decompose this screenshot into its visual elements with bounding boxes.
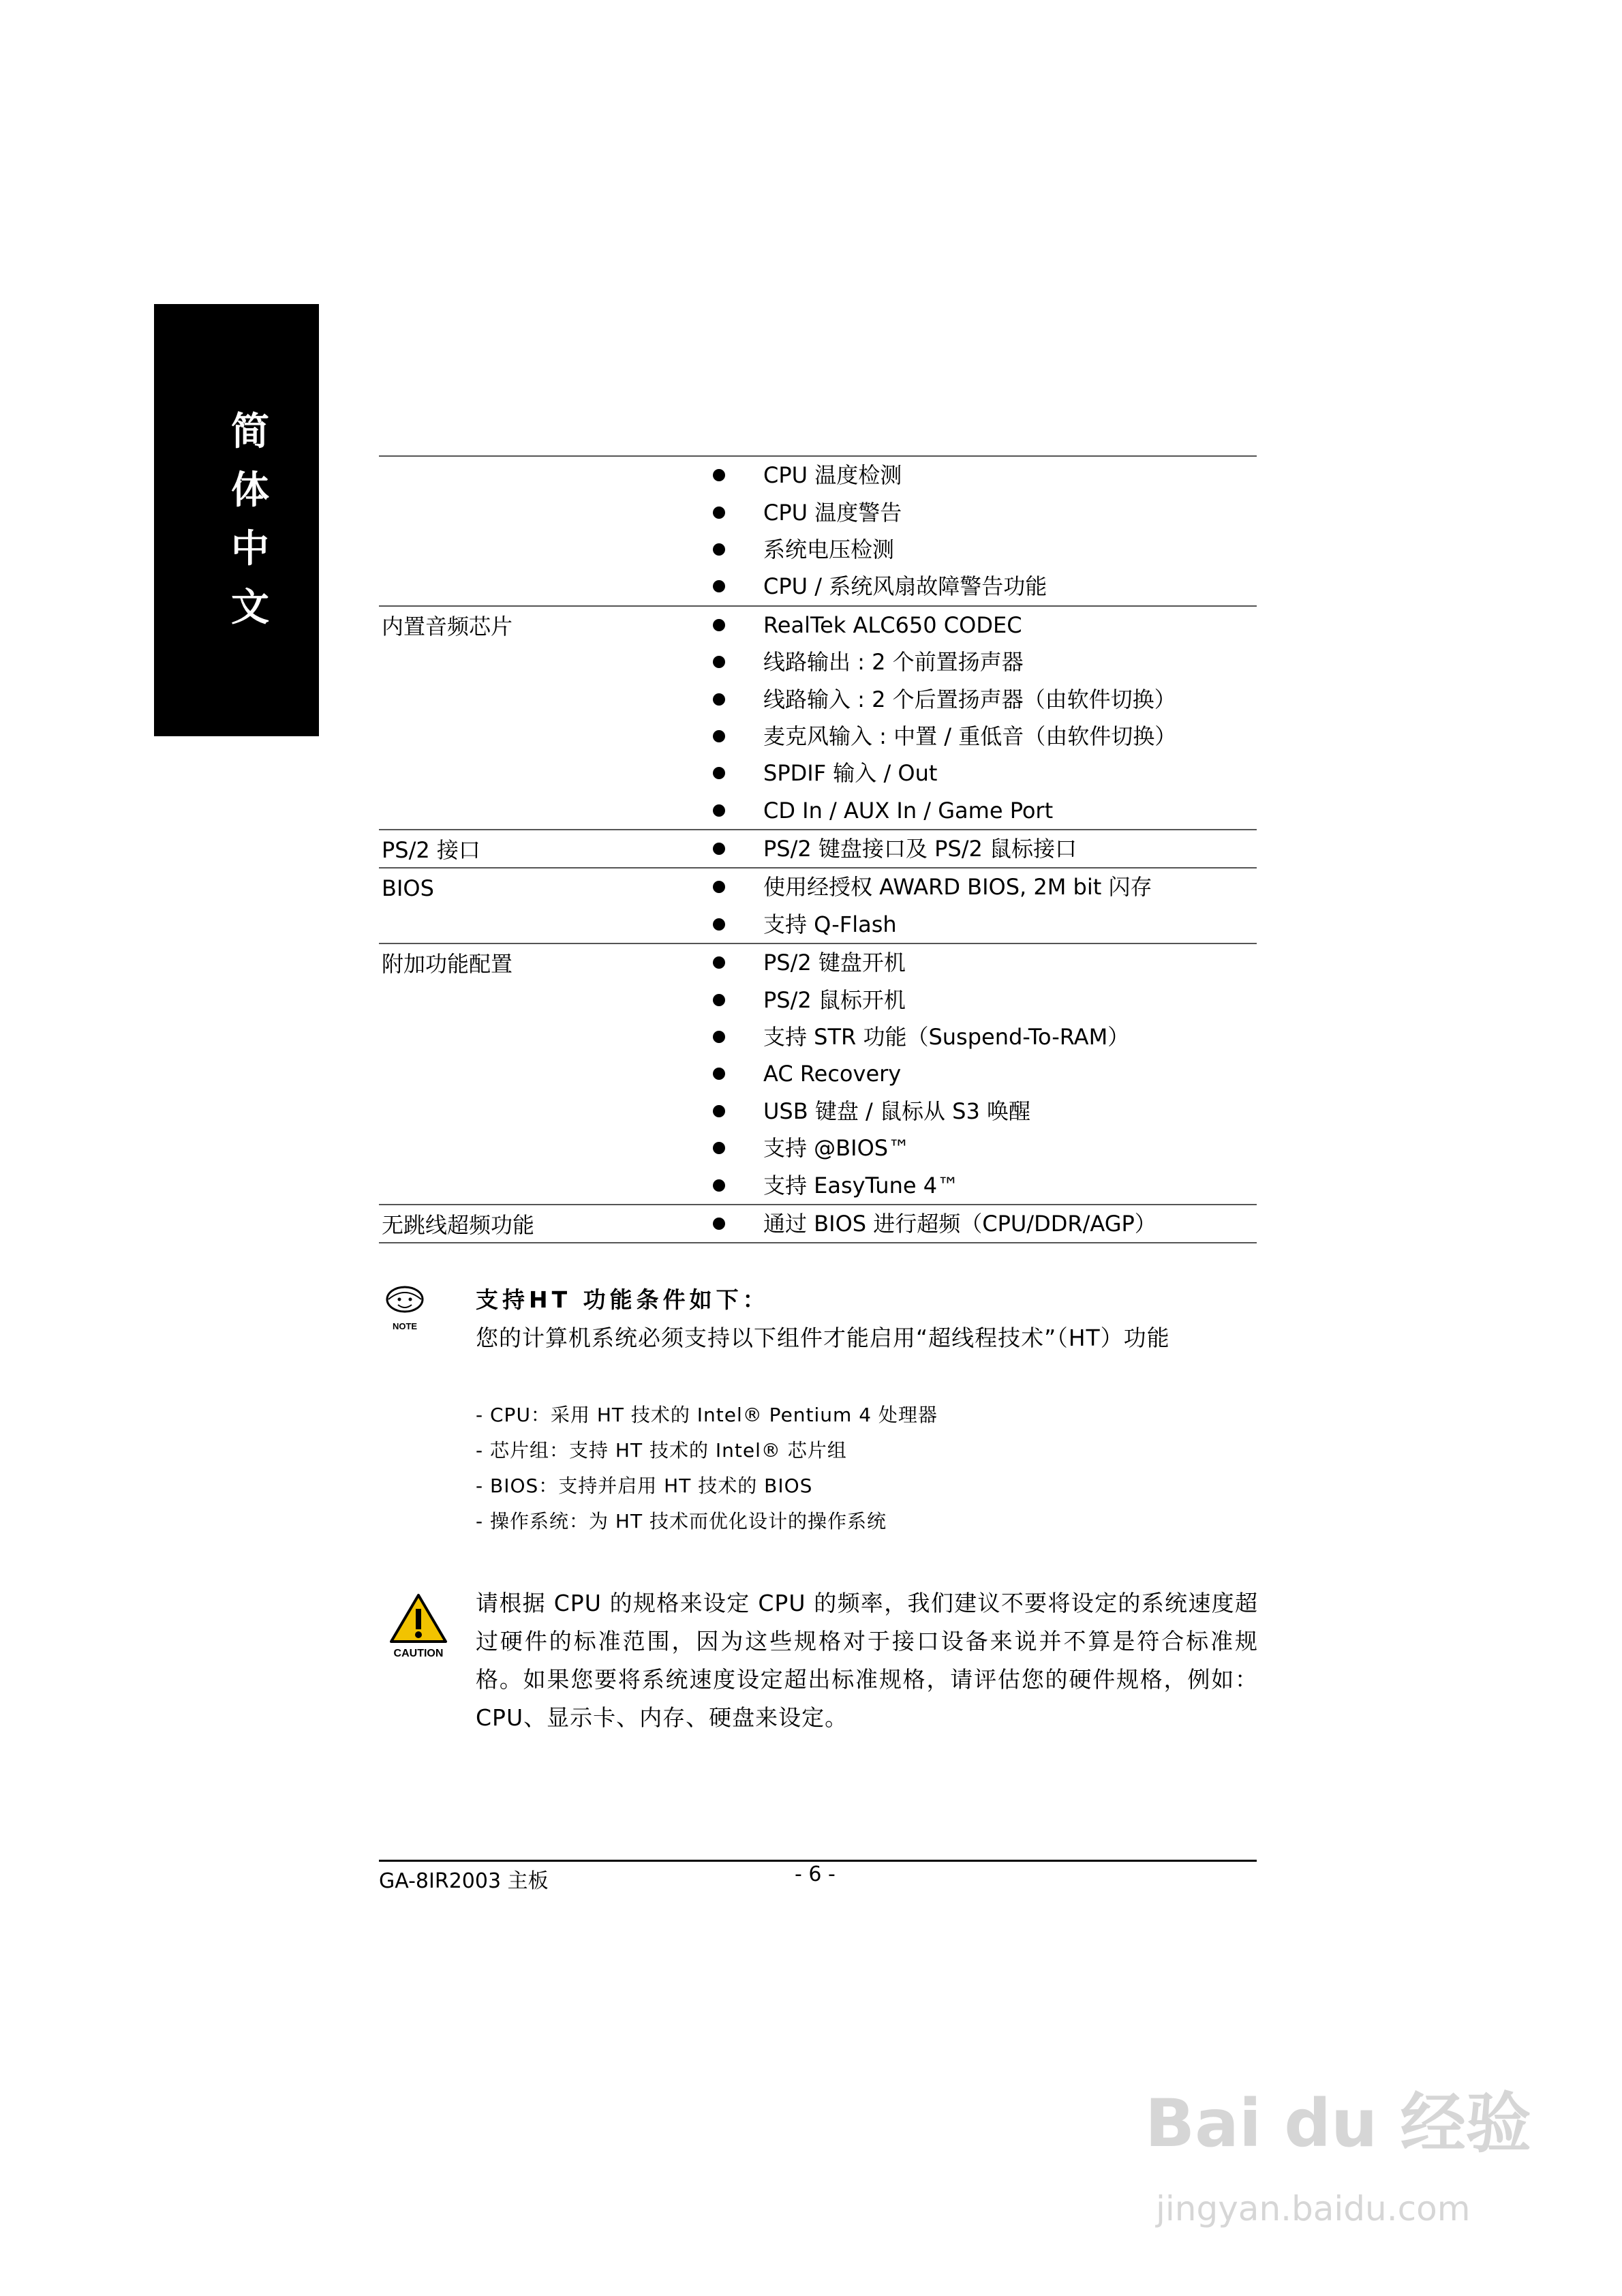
bullet-icon [713,507,725,519]
bullet-icon [713,843,725,855]
spec-item-text: 线路输出 : 2 个前置扬声器 [763,649,1024,676]
spec-item-text: RealTek ALC650 CODEC [763,611,1022,638]
spec-items [713,457,1257,605]
bullet-icon [713,693,725,706]
spec-item [713,1055,1257,1092]
language-tab [154,304,319,736]
bullet-icon [713,1031,725,1043]
spec-item [713,868,1257,905]
note-body: 您的计算机系统必须支持以下组件才能启用“超线程技术”（HT）功能 [476,1325,1170,1351]
note-list-item: - 芯片组：支持 HT 技术的 Intel® 芯片组 [476,1439,847,1462]
spec-item-text: 支持 @BIOS™ [763,1135,911,1162]
spec-item [713,1018,1257,1055]
spec-item [713,644,1257,680]
spec-item [713,531,1257,568]
language-tab-char: 体 [231,468,269,513]
spec-item-text: PS/2 键盘接口及 PS/2 鼠标接口 [763,836,1077,862]
spec-label: 附加功能配置 [382,951,513,978]
spec-item [713,494,1257,530]
watermark-url: jingyan.baidu.com [1156,2189,1471,2229]
bullet-icon [713,656,725,668]
spec-items [713,944,1257,1204]
watermark-logo: Bai du 经验 [1145,2085,1531,2162]
spec-row [379,605,1257,829]
note-list [476,1398,938,1539]
spec-item-text: PS/2 键盘开机 [763,950,906,976]
spec-item [713,830,1257,867]
bullet-icon [713,469,725,481]
spec-items [713,1205,1257,1242]
bullet-icon [713,1142,725,1154]
spec-item [713,718,1257,755]
spec-item [713,457,1257,494]
spec-item-text: 通过 BIOS 进行超频（CPU/DDR/AGP） [763,1211,1157,1237]
spec-item-text: 系统电压检测 [763,536,895,562]
bullet-icon [713,1105,725,1117]
caution-text: 请根据 CPU 的规格来设定 CPU 的频率，我们建议不要将设定的系统速度超过硬件的标准范围，因为这些规格对于接口设备来说并不算是符合标准规格。如果您要将系统速度设定超出标准规格，请评估您的硬件规格，例如：CPU、显示卡、内存、硬盘来设定。 [476,1590,1258,1731]
caution-icon-label: CAUTION [393,1648,444,1659]
note-list-item: - BIOS：支持并启用 HT 技术的 BIOS [476,1475,813,1497]
spec-item-text: CPU 温度检测 [763,462,902,489]
spec-item [713,1130,1257,1166]
spec-label: 无跳线超频功能 [382,1211,535,1238]
bullet-icon [713,1068,725,1080]
spec-item [713,944,1257,981]
bullet-icon [713,1218,725,1230]
spec-label: PS/2 接口 [382,836,480,863]
spec-row [379,943,1257,1204]
spec-row [379,867,1257,943]
bullet-icon [713,543,725,556]
caution-icon [386,1591,451,1659]
note-list-item: - 操作系统：为 HT 技术而优化设计的操作系统 [476,1510,887,1532]
spec-row [379,829,1257,867]
spec-item [713,1093,1257,1130]
bullet-icon [713,730,725,742]
page-number: - 6 - [795,1862,836,1886]
spec-table [379,455,1257,1243]
spec-item [713,792,1257,829]
spec-label: 内置音频芯片 [382,613,513,639]
spec-item [713,1205,1257,1242]
spec-item-text: AC Recovery [763,1061,902,1087]
spec-item [713,680,1257,717]
bullet-icon [713,580,725,592]
bullet-icon [713,956,725,969]
bullet-icon [713,619,725,631]
spec-item-text: USB 键盘 / 鼠标从 S3 唤醒 [763,1098,1031,1124]
language-tab-char: 中 [231,527,269,571]
spec-item-text: CD In / AUX In / Game Port [763,797,1054,824]
spec-item-text: 使用经授权 AWARD BIOS, 2M bit 闪存 [763,874,1152,901]
spec-items [713,607,1257,829]
spec-item [713,607,1257,644]
bullet-icon [713,1179,725,1192]
spec-item [713,981,1257,1018]
spec-item-text: 麦克风输入 : 中置 / 重低音（由软件切换） [763,723,1177,749]
spec-item [713,755,1257,791]
language-tab-char: 简 [231,410,269,454]
spec-row [379,455,1257,605]
bullet-icon [713,918,725,931]
note-icon-label: NOTE [392,1321,418,1331]
spec-item-text: PS/2 鼠标开机 [763,986,906,1013]
spec-item [713,1166,1257,1203]
note-list-item: - CPU：采用 HT 技术的 Intel® Pentium 4 处理器 [476,1404,938,1426]
footer-model: GA-8IR2003 主板 [379,1869,549,1893]
spec-item-text: 支持 EasyTune 4™ [763,1172,960,1198]
spec-item [713,906,1257,943]
bullet-icon [713,881,725,893]
spec-item-text: CPU / 系统风扇故障警告功能 [763,573,1047,600]
spec-row [379,1204,1257,1243]
spec-label: BIOS [382,875,434,902]
note-title: 支持HT 功能条件如下： [476,1286,769,1313]
bullet-icon [713,994,725,1006]
language-tab-char: 文 [231,586,269,630]
spec-item-text: CPU 温度警告 [763,499,902,526]
bullet-icon [713,804,725,817]
spec-item-text: SPDIF 输入 / Out [763,760,938,787]
spec-item-text: 支持 Q-Flash [763,911,897,937]
spec-item-text: 支持 STR 功能（Suspend-To-RAM） [763,1024,1130,1051]
spec-items [713,868,1257,943]
spec-item-text: 线路输入 : 2 个后置扬声器（由软件切换） [763,686,1176,712]
spec-items [713,830,1257,867]
note-icon [379,1282,431,1333]
watermark [1145,2086,1540,2256]
spec-item [713,568,1257,605]
bullet-icon [713,767,725,779]
